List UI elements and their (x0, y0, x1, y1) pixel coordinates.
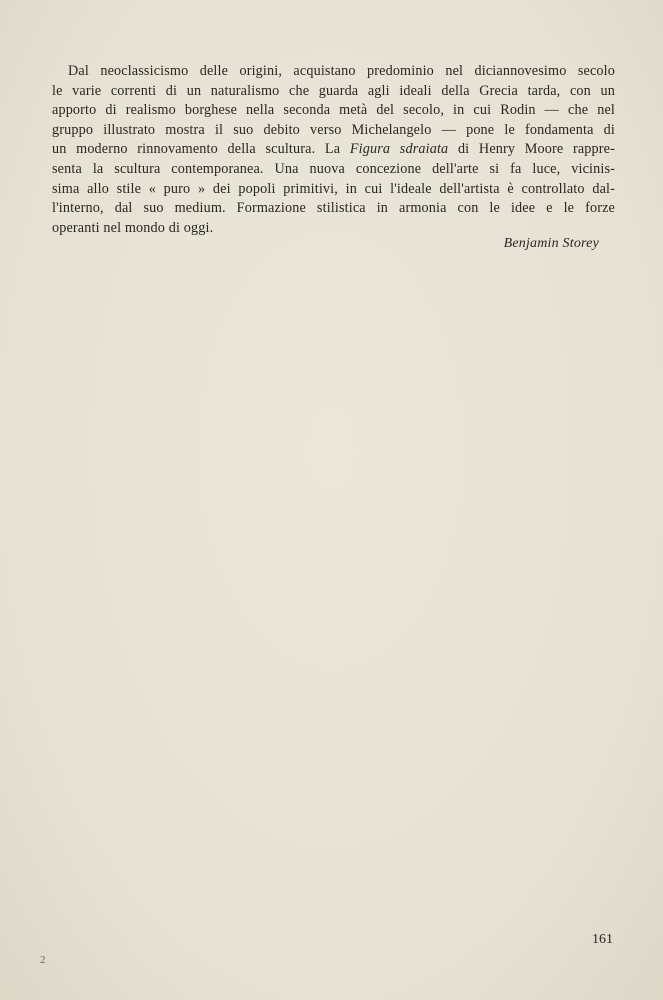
text-line (52, 62, 615, 82)
text-line (52, 140, 615, 160)
text-segment: sima allo stile « puro » dei popoli primitivi, in cui l'ideale dell'artista è controllato dal- (52, 180, 615, 197)
text-segment: Dal neoclassicismo delle origini, acquistano predominio nel diciannovesimo secolo (68, 63, 615, 79)
italic-title: Figura sdraiata (349, 141, 449, 158)
text-segment: di Henry Moore rappre- (448, 141, 615, 158)
text-line (52, 199, 615, 219)
text-line (52, 121, 615, 141)
text-line (52, 160, 615, 180)
text-line (52, 180, 615, 200)
page-number: 161 (592, 932, 613, 947)
author-signature: Benjamin Storey (503, 236, 599, 251)
text-line (52, 82, 615, 102)
text-segment: senta la scultura contemporanea. Una nuova concezione dell'arte si fa luce, vicinis- (52, 160, 615, 177)
text-segment: un moderno rinnovamento della scultura. La (52, 141, 350, 158)
text-segment: apporto di realismo borghese nella seconda metà del secolo, in cui Rodin — che nel (52, 102, 615, 119)
corner-mark: 2 (40, 954, 46, 966)
text-segment: le varie correnti di un naturalismo che guarda agli ideali della Grecia tarda, con un (52, 82, 615, 99)
text-segment: operanti nel mondo di oggi. (52, 219, 214, 236)
body-paragraph (52, 62, 615, 238)
text-segment: l'interno, dal suo medium. Formazione stilistica in armonia con le idee e le forze (52, 200, 615, 217)
text-line (52, 101, 615, 121)
text-segment: gruppo illustrato mostra il suo debito verso Michelangelo — pone le fondamenta di (52, 121, 615, 138)
